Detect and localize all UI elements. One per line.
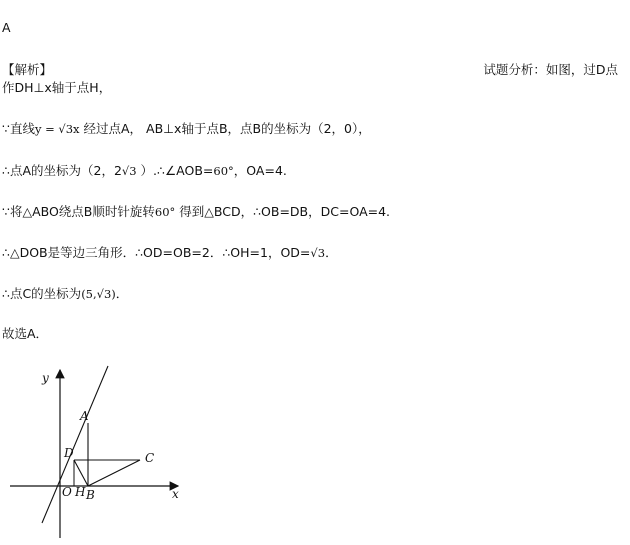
text-segment: 经过点A， AB⊥x轴于点B，点B的坐标为（2，0）， <box>79 121 371 136</box>
text-segment: ． <box>325 245 338 260</box>
conclusion-line: 故选A． <box>2 326 49 341</box>
answer-text: A <box>2 20 11 35</box>
solution-line-1: 作DH⊥x轴于点H， <box>2 80 112 95</box>
sqrt-expression: √3 <box>310 246 326 260</box>
label-c: C <box>145 451 155 465</box>
segment-bc <box>88 460 140 486</box>
solution-line-5 <box>2 245 338 261</box>
solution-line-4 <box>2 204 390 220</box>
label-o: O <box>62 485 72 499</box>
geometry-figure <box>0 360 200 545</box>
solution-line-3 <box>2 163 287 179</box>
line-equation: y = √3x <box>34 122 80 136</box>
label-x: x <box>172 487 179 501</box>
point-c-coordinates: (5,√3) <box>81 287 116 301</box>
text-segment: ）.∴∠AOB= <box>136 163 214 178</box>
label-h: H <box>75 485 86 499</box>
sqrt-expression: √3 <box>121 164 137 178</box>
text-segment: ∴点A的坐标为（2，2 <box>2 163 122 178</box>
solution-line-6 <box>2 286 128 302</box>
text-segment: ∴点C的坐标为 <box>2 286 82 301</box>
text-segment: ． <box>115 286 129 301</box>
angle-value: 60° <box>213 164 234 178</box>
solution-line-2 <box>2 121 371 137</box>
text-segment: ，OA=4. <box>233 163 287 178</box>
label-y: y <box>42 371 49 385</box>
text-segment: ∴△DOB是等边三角形．∴OD=OB=2．∴OH=1，OD= <box>2 245 311 260</box>
text-segment: ∵直线 <box>2 121 35 136</box>
analysis-intro: 试题分析：如图，过D点 <box>483 62 618 77</box>
label-b: B <box>86 488 95 502</box>
analysis-header: 【解析】 <box>2 62 53 77</box>
label-a: A <box>80 409 89 423</box>
line-oa <box>42 366 108 523</box>
label-d: D <box>64 446 74 460</box>
text-segment: ∵将△ABO绕点B顺时针旋转 <box>2 204 155 219</box>
text-segment: 得到△BCD，∴OB=DB，DC=OA=4. <box>175 204 391 219</box>
segment-db <box>74 460 88 486</box>
angle-value: 60° <box>154 205 176 219</box>
